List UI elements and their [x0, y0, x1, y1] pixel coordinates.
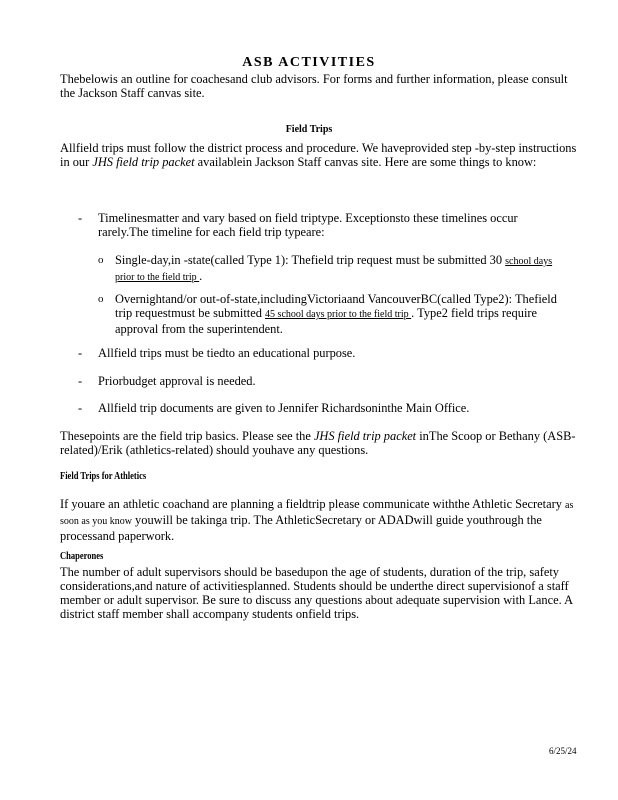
field-trips-heading: Field Trips — [285, 124, 333, 135]
field-trips-text-end: availablein Jackson Staff canvas site. Here are some things to know: — [194, 155, 537, 169]
bullet-dash: - — [78, 401, 83, 415]
bullet-text: Priorbudget approval is needed. — [98, 374, 256, 388]
bullet-dash: - — [78, 346, 83, 360]
athletics-text-end: youwill be takinga trip. The AthleticSecretary or ADADwill guide youthrough the processand paperwork. — [60, 513, 542, 543]
intro-paragraph: Thebelowis an outline for coachesand club advisors. For forms and further information, please consult the Jackson Staff canvas site. — [60, 72, 568, 100]
page-title: ASB ACTIVITIES — [242, 55, 376, 70]
deadline-underlined: 45 school days prior to the field trip — [265, 309, 412, 320]
sub-bullet-end: . Type2 field trips require approval from the superintendent. — [115, 306, 538, 336]
athletics-heading: Field Trips for Athletics — [60, 471, 147, 482]
field-trips-text: Allfield trips must follow the district process and procedure. We haveprovided step -by-step instructions in our — [60, 141, 577, 169]
footer-date: 6/25/24 — [549, 746, 577, 756]
basics-paragraph — [60, 429, 580, 457]
basics-text-end: inThe Scoop or Bethany (ASB- related)/Erik (athletics-related) should youhave any questions. — [60, 429, 576, 457]
bullet-dash: - — [78, 374, 83, 388]
bullet-text: Allfield trips must be tiedto an educational purpose. — [98, 346, 356, 360]
sub-bullet-text — [115, 253, 570, 285]
sub-bullet-lead: Overnightand/or out-of-state,includingVictoriaand VancouverBC(called Type2): Thefield trip requestmust be submitted — [115, 292, 557, 320]
circle-bullet-icon: o — [98, 293, 104, 305]
sub-bullet-text — [115, 292, 570, 336]
chaperones-paragraph: The number of adult supervisors should be basedupon the age of students, duration of the trip, safety considerations,and nature of activitiesplanned. Students should be underthe direct supervisionof a staff member or adult supervisor. Be sure to discuss any questions about adequate supervision with Lance. A district staff member shall accompany students onfield trips. — [60, 565, 573, 621]
bullet-dash: - — [78, 211, 83, 225]
deadline-underlined: school days prior to the field trip — [115, 256, 553, 283]
athletics-paragraph — [60, 497, 580, 543]
packet-reference: JHS field trip packet — [92, 155, 195, 169]
bullet-text: Allfield trip documents are given to Jennifer Richardsoninthe Main Office. — [98, 401, 470, 415]
basics-text: Thesepoints are the field trip basics. Please see the — [60, 429, 314, 443]
athletics-text: If youare an athletic coachand are planning a fieldtrip please communicate withthe Athletic Secretary — [60, 497, 566, 511]
bullet-text: Timelinesmatter and vary based on field triptype. Exceptionsto these timelines occur rarely.The timeline for each field trip typeare: — [98, 211, 518, 239]
field-trips-paragraph — [60, 141, 580, 169]
athletics-timing: as soon as you know — [60, 500, 574, 527]
chaperones-heading: Chaperones — [60, 551, 104, 562]
circle-bullet-icon: o — [98, 254, 104, 266]
sub-bullet-lead: Single-day,in -state(called Type 1): Thefield trip request must be submitted 30 — [115, 253, 506, 267]
sub-bullet-end: . — [199, 269, 203, 283]
packet-reference: JHS field trip packet — [313, 429, 417, 443]
